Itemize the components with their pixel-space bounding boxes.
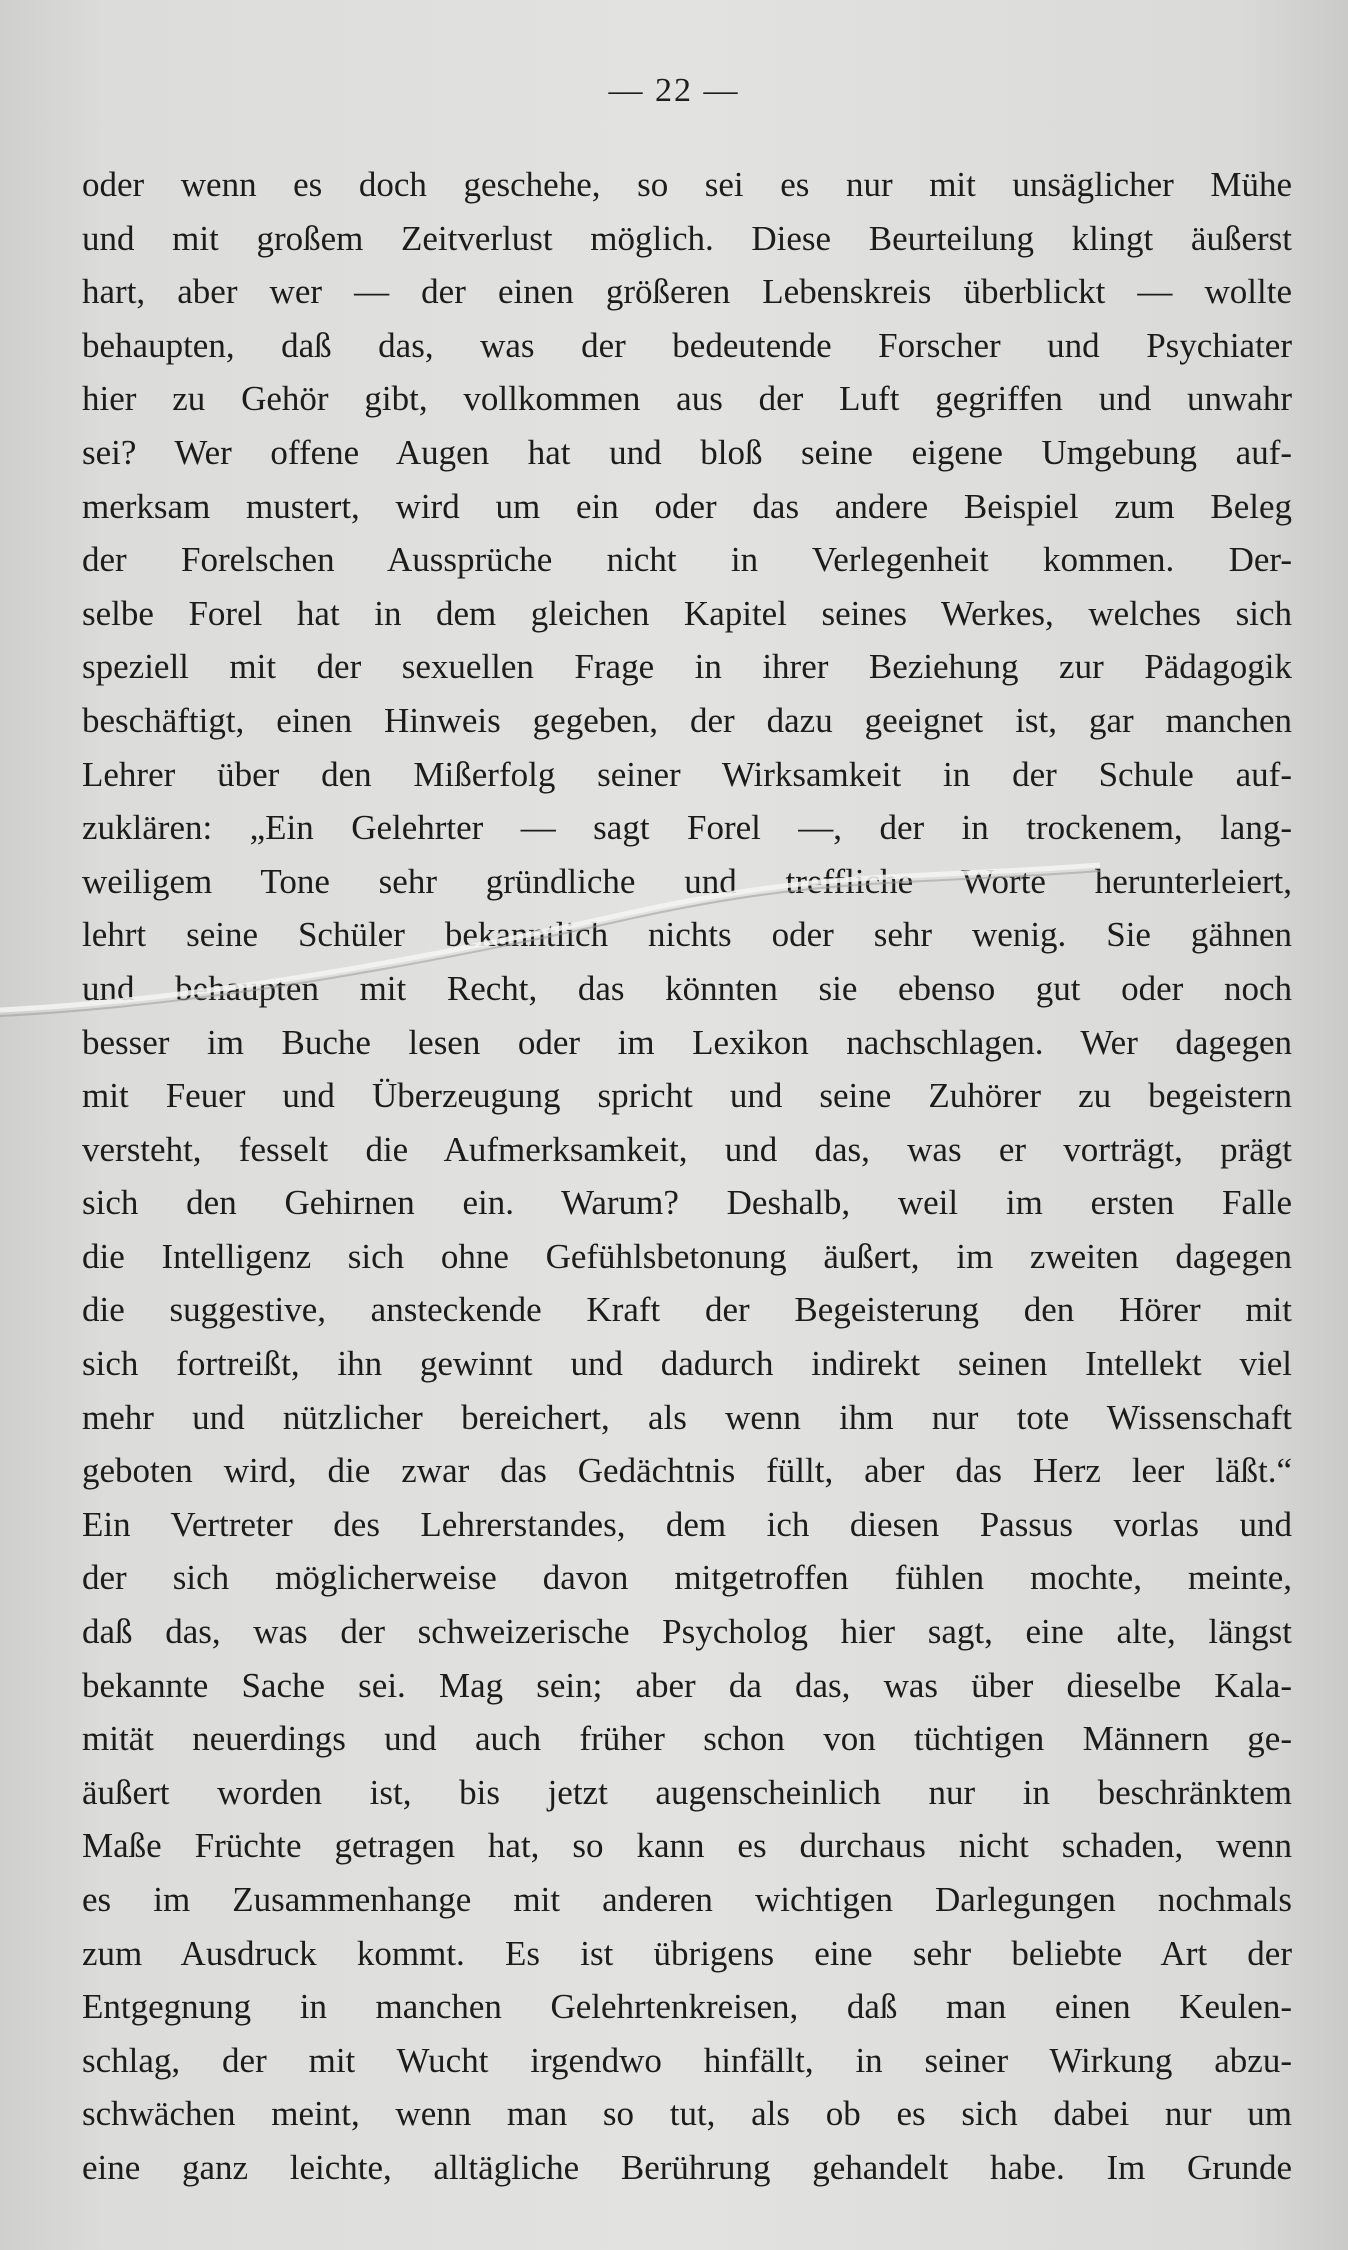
text-line: schlag, der mit Wucht irgendwo hinfällt, in seiner Wirkung abzu- <box>82 2040 1292 2080</box>
text-line: mehr und nützlicher bereichert, als wenn ihm nur tote Wissenschaft <box>82 1397 1292 1437</box>
text-line: der Forelschen Aussprüche nicht in Verlegenheit kommen. Der- <box>82 540 1292 580</box>
body-text <box>82 158 1292 2195</box>
text-line: schwächen meint, wenn man so tut, als ob es sich dabei nur um <box>82 2094 1292 2134</box>
text-line: besser im Buche lesen oder im Lexikon nachschlagen. Wer dagegen <box>82 1022 1292 1062</box>
text-line: Entgegnung in manchen Gelehrtenkreisen, daß man einen Keulen- <box>82 1987 1292 2027</box>
text-line: oder wenn es doch geschehe, so sei es nur mit unsäglicher Mühe <box>82 165 1292 204</box>
text-line: sich fortreißt, ihn gewinnt und dadurch indirekt seinen Intellekt viel <box>82 1344 1292 1384</box>
text-line: sei? Wer offene Augen hat und bloß seine eigene Umgebung auf- <box>82 432 1292 472</box>
text-line: mität neuerdings und auch früher schon von tüchtigen Männern ge- <box>82 1719 1292 1759</box>
text-line: bekannte Sache sei. Mag sein; aber da das, was über dieselbe Kala- <box>82 1665 1292 1705</box>
text-line: der sich möglicherweise davon mitgetroffen fühlen mochte, meinte, <box>82 1558 1292 1598</box>
text-line: es im Zusammenhange mit anderen wichtigen Darlegungen nochmals <box>82 1880 1292 1919</box>
text-line: die Intelligenz sich ohne Gefühlsbetonung äußert, im zweiten dagegen <box>82 1236 1292 1276</box>
text-line: eine ganz leichte, alltägliche Berührung gehandelt habe. Im Grunde <box>82 2147 1292 2187</box>
text-line: zum Ausdruck kommt. Es ist übrigens eine sehr beliebte Art der <box>82 1933 1292 1973</box>
text-line: versteht, fesselt die Aufmerksamkeit, und das, was er vorträgt, prägt <box>82 1129 1292 1169</box>
text-line: äußert worden ist, bis jetzt augenscheinlich nur in beschränktem <box>82 1772 1292 1812</box>
text-line: mit Feuer und Überzeugung spricht und seine Zuhörer zu begeistern <box>82 1076 1292 1116</box>
text-line: hier zu Gehör gibt, vollkommen aus der Luft gegriffen und unwahr <box>82 379 1292 419</box>
text-line: behaupten, daß das, was der bedeutende Forscher und Psychiater <box>82 325 1292 365</box>
text-line: beschäftigt, einen Hinweis gegeben, der dazu geeignet ist, gar manchen <box>82 700 1292 740</box>
text-line: Lehrer über den Mißerfolg seiner Wirksamkeit in der Schule auf- <box>82 754 1292 794</box>
text-line: Ein Vertreter des Lehrerstandes, dem ich diesen Passus vorlas und <box>82 1504 1292 1544</box>
page-number: — 22 — <box>608 72 740 109</box>
text-line: und behaupten mit Recht, das könnten sie ebenso gut oder noch <box>82 968 1292 1008</box>
text-line: daß das, was der schweizerische Psycholog hier sagt, eine alte, längst <box>82 1612 1292 1652</box>
text-line: hart, aber wer — der einen größeren Lebenskreis überblickt — wollte <box>82 272 1292 312</box>
text-line: geboten wird, die zwar das Gedächtnis füllt, aber das Herz leer läßt.“ <box>82 1451 1292 1491</box>
text-line: lehrt seine Schüler bekanntlich nichts oder sehr wenig. Sie gähnen <box>82 915 1292 955</box>
text-line: merksam mustert, wird um ein oder das andere Beispiel zum Beleg <box>82 486 1292 526</box>
text-line: die suggestive, ansteckende Kraft der Begeisterung den Hörer mit <box>82 1290 1292 1330</box>
text-line: zuklären: „Ein Gelehrter — sagt Forel —, der in trockenem, lang- <box>82 808 1292 848</box>
text-line: weiligem Tone sehr gründliche und treffliche Worte herunterleiert, <box>82 861 1292 901</box>
text-line: speziell mit der sexuellen Frage in ihrer Beziehung zur Pädagogik <box>82 647 1292 687</box>
text-line: selbe Forel hat in dem gleichen Kapitel seines Werkes, welches sich <box>82 593 1292 633</box>
text-line: und mit großem Zeitverlust möglich. Diese Beurteilung klingt äußerst <box>82 218 1292 258</box>
text-line: Maße Früchte getragen hat, so kann es durchaus nicht schaden, wenn <box>82 1826 1292 1866</box>
text-line: sich den Gehirnen ein. Warum? Deshalb, weil im ersten Falle <box>82 1183 1292 1223</box>
